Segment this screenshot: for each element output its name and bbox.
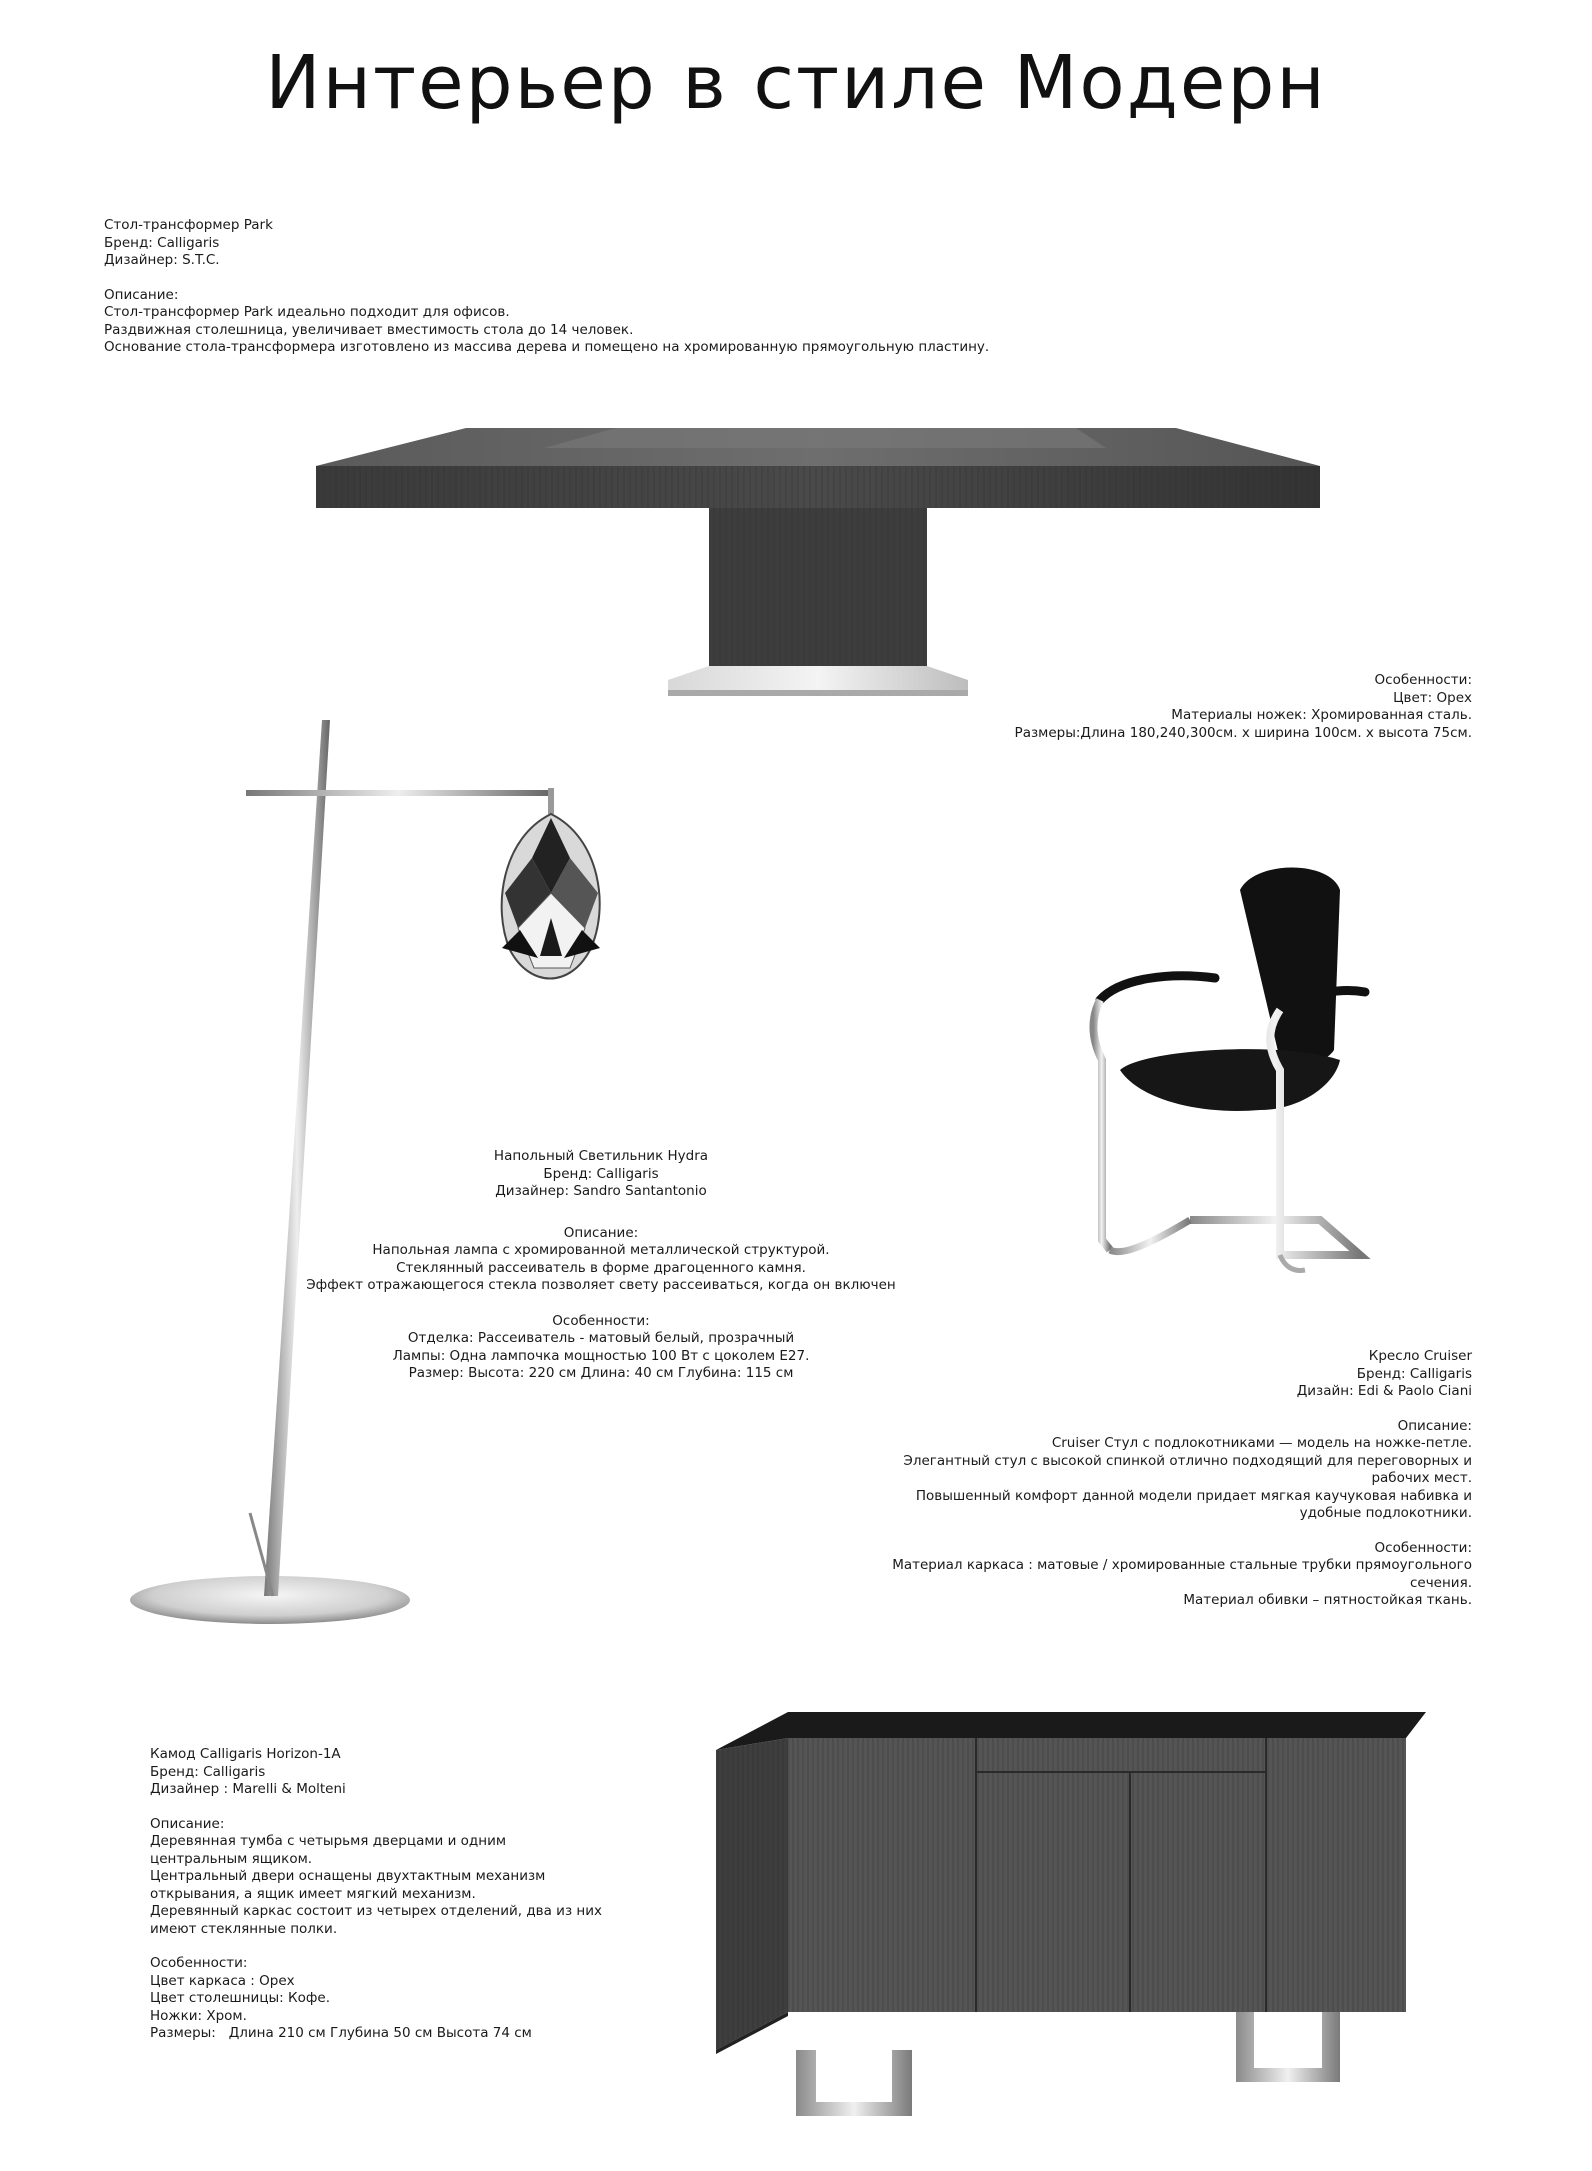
sideboard-name: Камод Calligaris Horizon-1A xyxy=(150,1746,341,1762)
lamp-brand: Бренд: Calligaris xyxy=(543,1165,659,1182)
table-brand: Бренд: Calligaris xyxy=(104,234,220,251)
chair-feature: сечения. xyxy=(1409,1574,1472,1591)
chair-desc-line: Повышенный комфорт данной модели придает мягкая каучуковая набивка и xyxy=(915,1487,1472,1504)
lamp-desc-line: Стеклянный рассеиватель в форме драгоценного камня. xyxy=(396,1259,806,1276)
lamp-desc-line: Эффект отражающегося стекла позволяет свету рассеиваться, когда он включен xyxy=(306,1277,896,1293)
sideboard-feature: Цвет столешницы: Кофе. xyxy=(150,1990,331,2006)
chair-brand: Бренд: Calligaris xyxy=(1356,1365,1472,1382)
sideboard-designer: Дизайнер : Marelli & Molteni xyxy=(150,1781,346,1797)
table-feature: Материалы ножек: Хромированная сталь. xyxy=(1171,707,1472,723)
sideboard-desc-line: Центральный двери оснащены двухтактным механизм xyxy=(150,1868,546,1884)
table-desc-line: Стол-трансформер Park идеально подходит для офисов. xyxy=(104,304,510,320)
chair-desc-line: Элегантный стул с высокой спинкой отлично подходящий для переговорных и xyxy=(903,1452,1472,1469)
sideboard-desc-line: Деревянный каркас состоит из четырех отделений, два из них xyxy=(150,1903,603,1919)
chair-features-heading: Особенности: xyxy=(1374,1539,1472,1556)
lamp-desc-heading: Описание: xyxy=(563,1224,639,1241)
chair-info xyxy=(830,1348,1472,1610)
lamp-info xyxy=(276,1148,926,1383)
table-features-heading: Особенности: xyxy=(1374,672,1472,688)
lamp-desc-line: Напольная лампа с хромированной металлической структурой. xyxy=(372,1242,830,1258)
sideboard-feature: Ножки: Хром. xyxy=(150,2007,247,2024)
lamp-features-heading: Особенности: xyxy=(552,1312,650,1329)
chair-designer: Дизайн: Edi & Paolo Ciani xyxy=(1296,1383,1472,1399)
table-desc-heading: Описание: xyxy=(104,286,179,303)
table-desc-line: Основание стола-трансформера изготовлено из массива дерева и помещено на хромированную прямоугольную пластину. xyxy=(104,339,990,355)
sideboard-image xyxy=(716,1712,1426,2132)
chair-desc-line: Cruiser Стул с подлокотниками — модель на ножке-петле. xyxy=(1051,1435,1472,1451)
chair-image xyxy=(1080,860,1380,1300)
sideboard-desc-line: имеют стеклянные полки. xyxy=(150,1920,338,1937)
lamp-feature: Лампы: Одна лампочка мощностью 100 Вт с цоколем E27. xyxy=(392,1347,810,1364)
sideboard-brand: Бренд: Calligaris xyxy=(150,1763,266,1780)
sideboard-feature: Цвет каркаса : Орех xyxy=(150,1972,295,1989)
sideboard-feature: Размеры: Длина 210 см Глубина 50 см Высота 74 см xyxy=(150,2025,532,2041)
table-image xyxy=(316,428,1320,698)
chair-desc-line: рабочих мест. xyxy=(1371,1470,1472,1486)
lamp-feature: Размер: Высота: 220 см Длина: 40 см Глубина: 115 см xyxy=(408,1365,794,1381)
chair-feature: Материал обивки – пятностойкая ткань. xyxy=(1183,1592,1472,1608)
sideboard-desc-line: центральным ящиком. xyxy=(150,1850,313,1867)
sideboard-info xyxy=(150,1746,602,2043)
sideboard-features-heading: Особенности: xyxy=(150,1955,248,1971)
table-info xyxy=(104,217,989,357)
sideboard-desc-line: открывания, а ящик имеет мягкий механизм. xyxy=(150,1885,476,1902)
table-desc-line: Раздвижная столешница, увеличивает вместимость стола до 14 человек. xyxy=(104,321,634,338)
chair-feature: Материал каркаса : матовые / хромированные стальные трубки прямоугольного xyxy=(892,1557,1472,1573)
table-designer: Дизайнер: S.T.C. xyxy=(104,252,220,268)
table-feature: Цвет: Орех xyxy=(1393,689,1472,706)
chair-desc-heading: Описание: xyxy=(1397,1417,1472,1434)
sideboard-desc-heading: Описание: xyxy=(150,1815,225,1832)
chair-name: Кресло Cruiser xyxy=(1368,1348,1472,1364)
table-feature: Размеры:Длина 180,240,300см. х ширина 100см. х высота 75см. xyxy=(1014,724,1472,741)
page-title: Интерьер в стиле Модерн xyxy=(265,40,1327,126)
lamp-feature: Отделка: Рассеиватель - матовый белый, прозрачный xyxy=(407,1330,795,1346)
lamp-designer: Дизайнер: Sandro Santantonio xyxy=(495,1183,707,1199)
chair-desc-line: удобные подлокотники. xyxy=(1299,1505,1472,1521)
sideboard-desc-line: Деревянная тумба с четырьмя дверцами и одним xyxy=(150,1833,507,1849)
lamp-name: Напольный Светильник Hydra xyxy=(493,1148,709,1164)
table-name: Стол-трансформер Park xyxy=(104,217,273,233)
